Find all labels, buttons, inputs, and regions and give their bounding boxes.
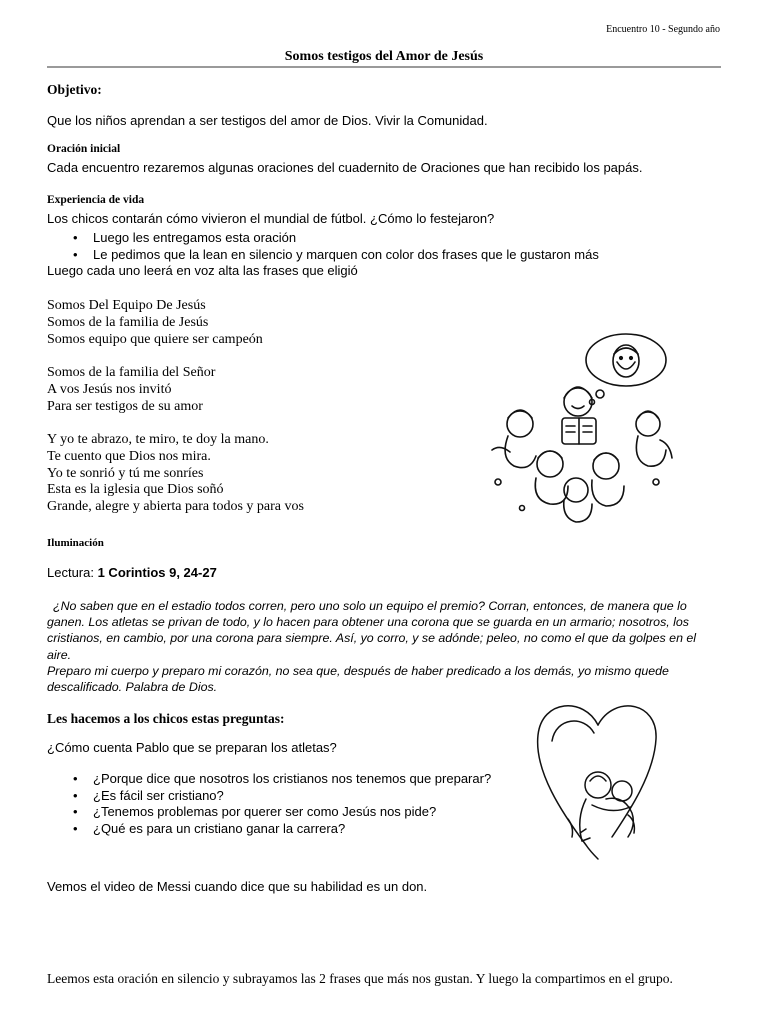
heart-embrace-illustration [528, 695, 668, 860]
questions-first: ¿Cómo cuenta Pablo que se preparan los atletas? [47, 740, 337, 755]
list-item: • Le pedimos que la lean en silencio y marquen con color dos frases que le gustaron más [47, 247, 599, 264]
reading-line: ¿No saben que en el estadio todos corren, pero uno solo un equipo el premio? Corran, entonces, de manera que lo [53, 599, 687, 613]
reading-line: Preparo mi cuerpo y preparo mi corazón, no sea que, después de haber predicado a los demás, yo mismo quede [47, 663, 669, 678]
poem-stanza-1 [47, 298, 263, 348]
illumination-heading: Iluminación [47, 537, 104, 549]
list-item: • ¿Tenemos problemas por querer ser como Jesús nos pide? [47, 804, 491, 821]
reading-label: Lectura: [47, 565, 98, 580]
header-note: Encuentro 10 - Segundo año [606, 24, 720, 35]
children-circle-illustration [478, 332, 678, 542]
page-title: Somos testigos del Amor de Jesús [284, 49, 484, 64]
life-experience-outro: Luego cada uno leerá en voz alta las frases que eligió [47, 263, 358, 278]
poem-line: Yo te sonrió y tú me sonríes [47, 465, 204, 481]
list-item: • ¿Es fácil ser cristiano? [47, 788, 491, 805]
objective-heading: Objetivo: [47, 82, 102, 97]
reading-line: aire. [47, 647, 72, 662]
reading-line: descalificado. Palabra de Dios. [47, 680, 218, 695]
poem-line: Grande, alegre y abierta para todos y para vos [47, 499, 304, 515]
poem-stanza-3 [47, 432, 304, 516]
life-experience-heading: Experiencia de vida [47, 194, 145, 206]
poem-line: Te cuento que Dios nos mira. [47, 448, 211, 464]
list-item: • Luego les entregamos esta oración [47, 230, 599, 247]
life-experience-list [47, 230, 599, 263]
list-item: • ¿Qué es para un cristiano ganar la carrera? [47, 821, 491, 838]
poem-line: Y yo te abrazo, te miro, te doy la mano. [47, 432, 269, 447]
poem-line: Somos de la familia del Señor [47, 365, 216, 380]
reading-citation: 1 Corintios 9, 24-27 [97, 565, 217, 580]
reading-reference [47, 565, 217, 581]
poem-line: A vos Jesús nos invitó [47, 381, 172, 397]
poem-line: Para ser testigos de su amor [47, 398, 203, 414]
poem-line: Esta es la iglesia que Dios soñó [47, 482, 224, 498]
opening-prayer-heading: Oración inicial [47, 143, 121, 155]
poem-line: Somos equipo que quiere ser campeón [47, 331, 263, 347]
list-item: • ¿Porque dice que nosotros los cristianos nos tenemos que preparar? [47, 771, 491, 788]
reading-text [47, 598, 721, 695]
questions-list [47, 771, 491, 837]
opening-prayer-text: Cada encuentro rezaremos algunas oraciones del cuadernito de Oraciones que han recibido los papás. [47, 160, 643, 175]
video-line: Vemos el video de Messi cuando dice que su habilidad es un don. [47, 879, 428, 894]
poem-line: Somos de la familia de Jesús [47, 314, 209, 330]
closing-line: Leemos esta oración en silencio y subrayamos las 2 frases que más nos gustan. Y luego la compartimos en el grupo. [47, 971, 673, 986]
poem-stanza-2 [47, 365, 215, 415]
reading-line: cristianos, en cambio, por una corona para siempre. Así, yo corro, y se adónde; peleo, no como el que da golpes en el [47, 631, 697, 646]
life-experience-intro: Los chicos contarán cómo vivieron el mundial de fútbol. ¿Cómo lo festejaron? [47, 211, 495, 226]
objective-text: Que los niños aprendan a ser testigos del amor de Dios. Vivir la Comunidad. [47, 113, 488, 128]
poem-line: Somos Del Equipo De Jesús [47, 298, 206, 313]
title-divider [47, 66, 721, 68]
questions-heading: Les hacemos a los chicos estas preguntas: [47, 711, 285, 726]
reading-line: ganen. Los atletas se privan de todo, y lo hacen para obtener una corona que se guarda en un armario; nosotros, los [47, 615, 689, 630]
